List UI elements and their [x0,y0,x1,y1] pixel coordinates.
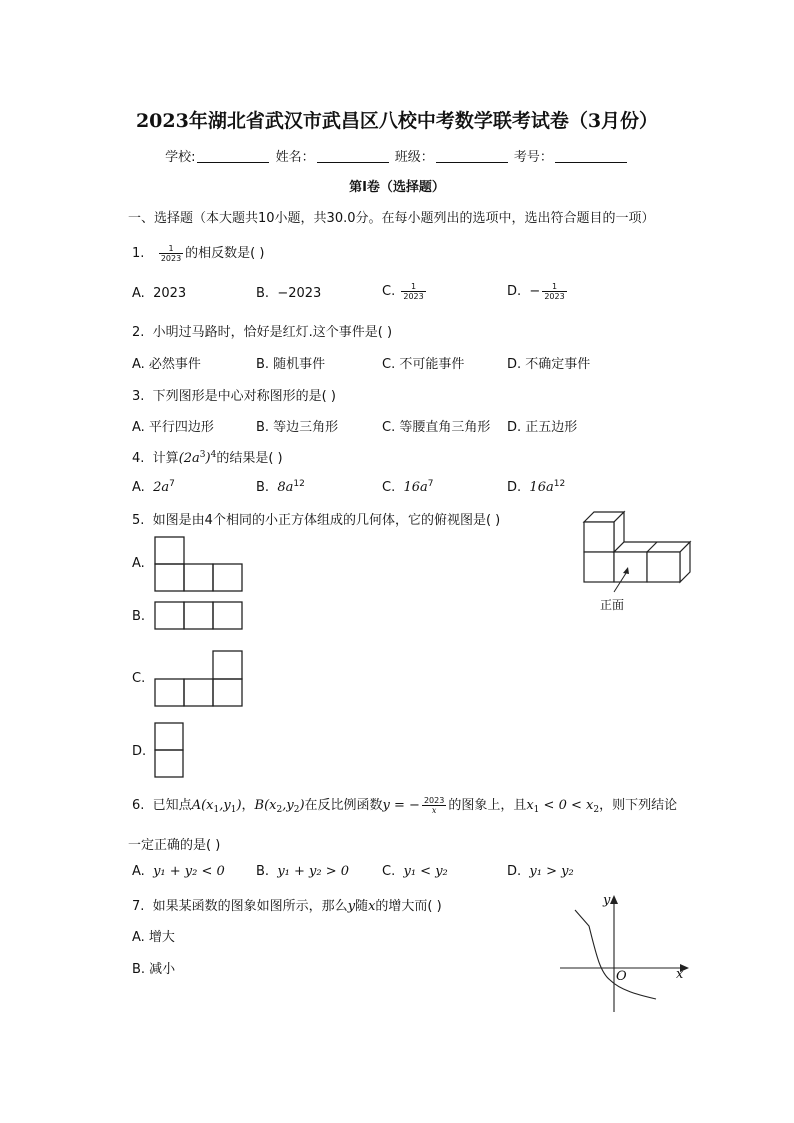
q7-stem-post: 的增大而( ) [375,899,442,914]
q7-var-y: y [347,899,356,914]
q4-expr-exp-outer: 4 [210,450,217,460]
question-2 [132,321,392,340]
q6-cond-sub2: 2 [593,805,600,815]
q6-func-num: 2023 [423,796,445,805]
q6-a-label: A. [132,864,145,879]
q6-stem-1: 已知点 [152,798,192,813]
q6-option-d[interactable] [507,864,574,879]
q6-condition [526,798,599,813]
q2-option-d[interactable]: D. 不确定事件 [507,357,591,372]
class-label: 班级： [394,150,434,165]
q6-option-a[interactable] [132,864,225,879]
school-label: 学校: [165,150,196,165]
q2-number: 2. [132,325,145,340]
q5-option-c-figure [154,650,244,707]
q6-option-b[interactable] [256,864,349,879]
q4-c-label: C. [382,480,396,495]
part-title: 第I卷（选择题） [349,180,445,195]
q6-stem-line-2: 一定正确的是( ) [128,838,221,853]
q2-option-a[interactable]: A. 必然事件 [132,357,201,372]
q6-a-text: y₁ + y₂ < 0 [153,864,225,879]
q5-option-d[interactable]: D. [132,744,147,759]
q5-front-label: 正面 [600,598,625,612]
q3-option-b[interactable]: B. 等边三角形 [256,420,339,435]
name-blank[interactable] [317,148,389,163]
q6-option-c[interactable] [382,864,448,879]
question-5 [132,509,500,528]
q5-solid-figure [580,510,695,610]
q1-a-label: A. [132,286,145,301]
q6-b-text: y₁ + y₂ > 0 [277,864,350,879]
q4-a-coef: 2a [153,480,170,495]
q4-option-c[interactable] [382,479,434,495]
q4-option-a[interactable] [132,479,175,495]
q4-d-label: D. [507,480,522,495]
q6-c-label: C. [382,864,396,879]
q3-number: 3. [132,389,145,404]
exam-no-blank[interactable] [555,148,627,163]
q4-c-coef: 16a [403,480,428,495]
q1-d-num: 1 [542,282,566,292]
question-3 [132,385,336,404]
q6-pb-end: ) [299,798,305,813]
q3-option-a[interactable]: A. 平行四边形 [132,420,214,435]
q6-pa-end: ) [236,798,242,813]
q7-curve [575,910,656,999]
q6-c-text: y₁ < y₂ [403,864,448,879]
q1-d-sign: − [529,284,541,299]
q4-option-d[interactable] [507,479,565,495]
q7-stem-mid: 随 [355,899,369,914]
q5-option-a[interactable]: A. [132,556,145,571]
q6-pa-1: A(x [191,798,214,813]
q5-stem: 如图是由4个相同的小正方体组成的几何体，它的俯视图是( ) [152,513,501,528]
q7-y-axis-arrow [610,895,618,904]
q6-stem-4: ，则下列结论 [599,798,678,813]
q5-cube-lower-mid [614,552,647,582]
q6-func-lhs: y = − [382,798,420,813]
q5-option-c[interactable]: C. [132,671,146,686]
q4-option-b[interactable] [256,479,305,495]
q4-expression [179,451,217,466]
q2-stem: 小明过马路时，恰好是红灯.这个事件是( ) [152,325,393,340]
q1-d-fraction [542,282,566,301]
q3-stem: 下列图形是中心对称图形的是( ) [152,389,336,404]
q1-c-fraction [401,282,425,301]
question-7 [132,895,442,914]
q7-option-b[interactable]: B. 减小 [132,962,176,977]
q6-stem-2: 在反比例函数 [304,798,383,813]
q6-func-den: x [431,806,437,815]
q1-b-text: −2023 [277,286,322,301]
q6-cond-mid: < 0 < x [539,798,594,813]
q6-d-text: y₁ > y₂ [529,864,574,879]
q1-c-num: 1 [401,282,425,292]
q1-fraction [159,244,183,263]
q6-cond-x1: x [526,798,534,813]
q7-origin-label: O [616,969,627,984]
q2-option-b[interactable]: B. 随机事件 [256,357,326,372]
q1-stem: 的相反数是( ) [185,246,265,261]
q6-func-fraction [422,796,446,815]
q6-stem-3: 的图象上，且 [448,798,527,813]
q4-b-label: B. [256,480,270,495]
q7-option-a[interactable]: A. 增大 [132,930,175,945]
q4-stem-pre: 计算 [152,451,179,466]
student-info-line [0,146,794,165]
q4-c-exp: 7 [427,479,434,489]
q1-option-b[interactable] [256,286,321,301]
q4-number: 4. [132,451,145,466]
q1-d-label: D. [507,284,522,299]
q4-expr-exp-inner: 3 [199,450,206,460]
q7-axis-y-label: y [603,893,611,908]
q1-option-c[interactable] [382,282,428,301]
q5-option-a-figure [154,536,244,592]
q1-option-a[interactable] [132,286,186,301]
q1-c-den: 2023 [403,292,424,301]
q5-option-b[interactable]: B. [132,609,146,624]
class-blank[interactable] [436,148,508,163]
q4-d-coef: 16a [529,480,554,495]
q2-option-c[interactable]: C. 不可能事件 [382,357,465,372]
q6-number: 6. [132,798,145,813]
q6-pa-mid: ,y [219,798,231,813]
q4-b-exp: 12 [293,479,305,489]
q5-option-b-figure [154,601,244,631]
q6-point-a [192,798,242,813]
q4-d-exp: 12 [553,479,566,489]
q6-cond-sub1: 1 [533,805,540,815]
q6-pb-1: B(x [254,798,277,813]
q1-option-d[interactable] [507,282,569,301]
q4-expr-close: ) [205,451,211,466]
q6-pb-mid: ,y [282,798,294,813]
school-blank[interactable] [197,148,269,163]
section-heading: 一、选择题（本大题共10小题，共30.0分。在每小题列出的选项中，选出符合题目的一项） [128,211,655,226]
q5-cube-upper-front [584,522,614,552]
q1-number: 1. [132,246,145,261]
q6-pa-sub2: 1 [230,805,237,815]
q4-a-exp: 7 [169,479,175,489]
q7-function-graph [560,890,695,1015]
q1-b-label: B. [256,286,270,301]
question-4 [132,447,283,466]
q5-option-d-figure [154,722,185,778]
question-6 [132,794,677,815]
q4-stem-post: 的结果是( ) [216,451,283,466]
q6-point-b [255,798,305,813]
q1-frac-num: 1 [159,244,183,254]
question-1 [132,242,264,263]
q1-a-text: 2023 [153,286,187,301]
q6-b-label: B. [256,864,270,879]
q1-c-label: C. [382,284,396,299]
q6-comma: ， [241,798,255,813]
q4-expr-base: (2a [178,451,200,466]
q3-option-c[interactable]: C. 等腰直角三角形 [382,420,491,435]
q5-cube-lower-left [584,552,614,582]
q6-d-label: D. [507,864,522,879]
q4-b-coef: 8a [277,480,294,495]
q4-a-label: A. [132,480,145,495]
q1-d-den: 2023 [544,292,565,301]
q1-frac-den: 2023 [160,254,182,263]
q6-pb-sub2: 2 [293,805,300,815]
exam-no-label: 考号： [513,150,553,165]
q7-axis-x-label: x [676,967,684,982]
q6-pa-sub1: 1 [213,805,220,815]
q7-var-x: x [368,899,376,914]
q7-number: 7. [132,899,145,914]
q6-pb-sub1: 2 [276,805,283,815]
exam-title: 2023年湖北省武汉市武昌区八校中考数学联考试卷（3月份） [135,110,659,132]
q7-stem-pre: 如果某函数的图象如图所示，那么 [152,899,348,914]
name-label: 姓名： [275,150,315,165]
q5-number: 5. [132,513,145,528]
q3-option-d[interactable]: D. 正五边形 [507,420,578,435]
q5-cube-lower-right [647,552,680,582]
